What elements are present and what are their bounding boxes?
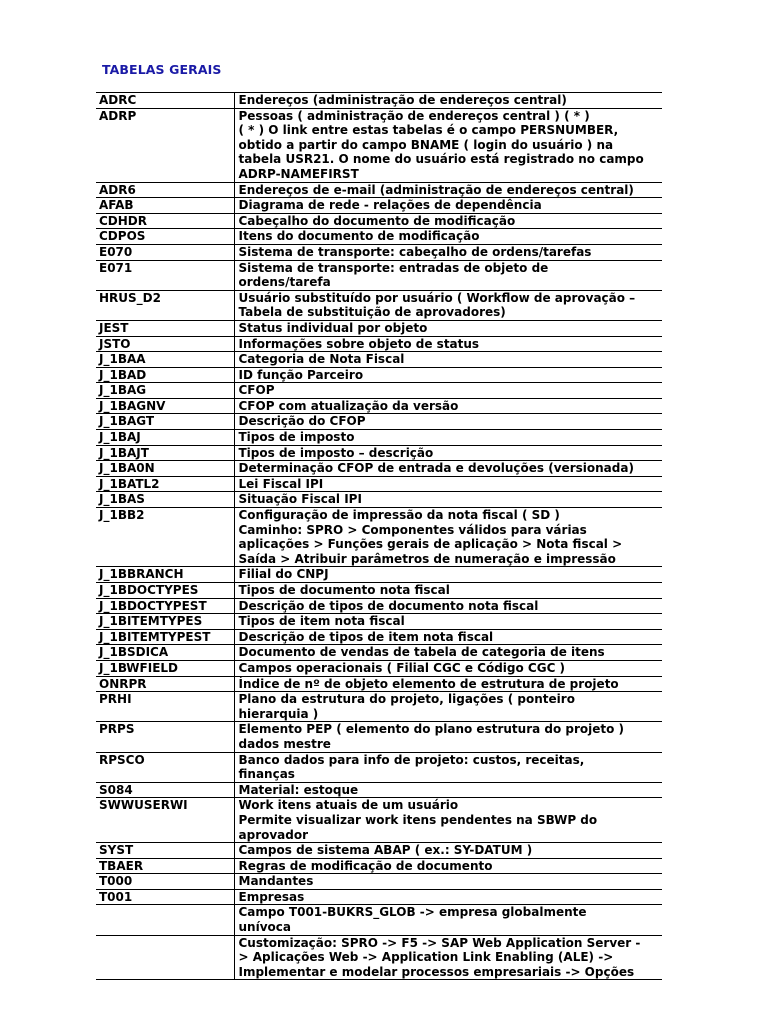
description-line: aplicações > Funções gerais de aplicação > Nota fiscal >	[238, 537, 623, 552]
table-description	[234, 629, 662, 645]
table-row	[96, 492, 662, 508]
table-description	[234, 889, 662, 905]
description-line: Work itens atuais de um usuário	[238, 798, 459, 813]
description-line: Customização: SPRO -> F5 -> SAP Web Application Server -	[238, 935, 641, 950]
description-line: Endereços de e-mail (administração de endereços central)	[238, 182, 634, 197]
description-line: Elemento PEP ( elemento do plano estrutura do projeto )	[238, 722, 625, 737]
table-code: AFAB	[96, 198, 234, 214]
description-line: Filial do CNPJ	[238, 567, 329, 582]
description-line: Descrição do CFOP	[238, 414, 366, 429]
table-row	[96, 414, 662, 430]
description-line: Tipos de item nota fiscal	[238, 614, 405, 629]
description-line: Tabela de substituição de aprovadores)	[238, 305, 506, 320]
description-line: Endereços (administração de endereços central)	[238, 93, 567, 107]
description-line: Pessoas ( administração de endereços central ) ( * )	[238, 108, 590, 123]
table-row	[96, 352, 662, 368]
table-code: J_1BAJT	[96, 445, 234, 461]
table-description	[234, 476, 662, 492]
table-code: J_1BAG	[96, 383, 234, 399]
table-description	[234, 858, 662, 874]
table-row	[96, 722, 662, 752]
description-line: Categoria de Nota Fiscal	[238, 352, 405, 367]
table-row	[96, 752, 662, 782]
table-code: J_1BBRANCH	[96, 567, 234, 583]
description-line: unívoca	[238, 920, 291, 935]
table-code: HRUS_D2	[96, 290, 234, 320]
table-code: J_1BA0N	[96, 461, 234, 477]
table-description	[234, 229, 662, 245]
description-line: Documento de vendas de tabela de categoria de itens	[238, 645, 605, 660]
table-row	[96, 583, 662, 599]
table-row	[96, 782, 662, 798]
table-code: TBAER	[96, 858, 234, 874]
description-line: finanças	[238, 767, 295, 782]
description-line: Descrição de tipos de item nota fiscal	[238, 629, 494, 644]
description-line: Campos operacionais ( Filial CGC e Código CGC )	[238, 660, 566, 675]
description-line: ordens/tarefa	[238, 275, 331, 290]
table-row	[96, 692, 662, 722]
description-line: aprovador	[238, 827, 309, 842]
description-line: ID função Parceiro	[238, 367, 364, 382]
table-row	[96, 108, 662, 182]
table-row	[96, 182, 662, 198]
table-code: T001	[96, 889, 234, 905]
description-line: tabela USR21. O nome do usuário está registrado no campo	[238, 152, 644, 167]
table-code: ONRPR	[96, 676, 234, 692]
description-line: CFOP	[238, 383, 275, 398]
description-line: Informações sobre objeto de status	[238, 336, 480, 351]
table-description	[234, 430, 662, 446]
table-code: SWWUSERWI	[96, 798, 234, 843]
table-code: ADR6	[96, 182, 234, 198]
table-description	[234, 874, 662, 890]
table-description	[234, 352, 662, 368]
table-code	[96, 935, 234, 980]
table-code: ADRC	[96, 93, 234, 109]
table-description	[234, 260, 662, 290]
table-code: J_1BAA	[96, 352, 234, 368]
description-line: Caminho: SPRO > Componentes válidos para várias	[238, 522, 587, 537]
table-row	[96, 383, 662, 399]
table-code: J_1BB2	[96, 508, 234, 567]
description-line: obtido a partir do campo BNAME ( login do usuário ) na	[238, 137, 614, 152]
table-description	[234, 782, 662, 798]
table-code: J_1BITEMTYPEST	[96, 629, 234, 645]
description-line: Plano da estrutura do projeto, ligações ( ponteiro	[238, 692, 575, 707]
table-row	[96, 935, 662, 980]
table-row	[96, 213, 662, 229]
description-line: Diagrama de rede - relações de dependência	[238, 198, 542, 213]
table-row	[96, 367, 662, 383]
table-code: PRHI	[96, 692, 234, 722]
table-code: E070	[96, 244, 234, 260]
description-line: Regras de modificação de documento	[238, 858, 493, 873]
description-line: Permite visualizar work itens pendentes na SBWP do	[238, 812, 598, 827]
table-row	[96, 476, 662, 492]
description-line: Itens do documento de modificação	[238, 229, 480, 244]
table-row	[96, 461, 662, 477]
description-line: Status individual por objeto	[238, 320, 428, 335]
table-code: E071	[96, 260, 234, 290]
description-line: Descrição de tipos de documento nota fiscal	[238, 598, 539, 613]
description-line: Implementar e modelar processos empresariais -> Opções	[238, 964, 635, 979]
description-line: Saída > Atribuir parâmetros de numeração e impressão	[238, 551, 616, 566]
table-description	[234, 108, 662, 182]
table-description	[234, 752, 662, 782]
table-description	[234, 798, 662, 843]
table-code: RPSCO	[96, 752, 234, 782]
table-code: J_1BAGNV	[96, 398, 234, 414]
table-row	[96, 398, 662, 414]
table-description	[234, 692, 662, 722]
table-row	[96, 660, 662, 676]
table-row	[96, 614, 662, 630]
table-code: S084	[96, 782, 234, 798]
table-code: JEST	[96, 320, 234, 336]
table-row	[96, 598, 662, 614]
table-description	[234, 336, 662, 352]
description-line: dados mestre	[238, 736, 331, 751]
table-description	[234, 508, 662, 567]
description-line: ( * ) O link entre estas tabelas é o campo PERSNUMBER,	[238, 123, 619, 138]
table-code: CDHDR	[96, 213, 234, 229]
table-row	[96, 320, 662, 336]
table-description	[234, 198, 662, 214]
table-code: J_1BDOCTYPEST	[96, 598, 234, 614]
table-row	[96, 798, 662, 843]
page-title: TABELAS GERAIS	[102, 62, 222, 77]
table-description	[234, 414, 662, 430]
table-description	[234, 645, 662, 661]
table-description	[234, 843, 662, 859]
table-code: J_1BAGT	[96, 414, 234, 430]
table-row	[96, 676, 662, 692]
table-description	[234, 182, 662, 198]
table-code: PRPS	[96, 722, 234, 752]
table-code: CDPOS	[96, 229, 234, 245]
table-row	[96, 198, 662, 214]
description-line: Determinação CFOP de entrada e devoluções (versionada)	[238, 461, 634, 476]
description-line: Empresas	[238, 889, 305, 904]
table-row	[96, 336, 662, 352]
description-line: Configuração de impressão da nota fiscal ( SD )	[238, 508, 560, 523]
table-description	[234, 614, 662, 630]
table-code: JSTO	[96, 336, 234, 352]
description-line: Campo T001-BUKRS_GLOB -> empresa globalmente	[238, 905, 587, 920]
description-line: Tipos de imposto	[238, 430, 355, 445]
table-description	[234, 398, 662, 414]
table-description	[234, 320, 662, 336]
table-row	[96, 905, 662, 935]
table-row	[96, 93, 662, 109]
description-line: Índice de nº de objeto elemento de estrutura de projeto	[238, 676, 619, 691]
description-line: Mandantes	[238, 874, 314, 889]
table-code: ADRP	[96, 108, 234, 182]
table-code: J_1BSDICA	[96, 645, 234, 661]
table-code: J_1BITEMTYPES	[96, 614, 234, 630]
description-line: Lei Fiscal IPI	[238, 476, 324, 491]
table-description	[234, 567, 662, 583]
table-row	[96, 843, 662, 859]
table-row	[96, 629, 662, 645]
table-code	[96, 905, 234, 935]
table-description	[234, 445, 662, 461]
table-description	[234, 935, 662, 980]
description-line: Tipos de imposto – descrição	[238, 445, 434, 460]
table-code: J_1BAS	[96, 492, 234, 508]
table-description	[234, 660, 662, 676]
table-code: J_1BDOCTYPES	[96, 583, 234, 599]
table-code: T000	[96, 874, 234, 890]
table-row	[96, 290, 662, 320]
table-row	[96, 645, 662, 661]
table-description	[234, 722, 662, 752]
table-description	[234, 598, 662, 614]
table-description	[234, 676, 662, 692]
table-code: J_1BAJ	[96, 430, 234, 446]
table-row	[96, 874, 662, 890]
tables-list	[96, 92, 662, 980]
description-line: Campos de sistema ABAP ( ex.: SY-DATUM )	[238, 843, 533, 858]
description-line: Sistema de transporte: cabeçalho de ordens/tarefas	[238, 244, 592, 259]
description-line: > Aplicações Web -> Application Link Enabling (ALE) ->	[238, 950, 614, 965]
table-row	[96, 445, 662, 461]
description-line: CFOP com atualização da versão	[238, 398, 459, 413]
table-description	[234, 367, 662, 383]
description-line: Banco dados para info de projeto: custos, receitas,	[238, 752, 585, 767]
description-line: Cabeçalho do documento de modificação	[238, 213, 516, 228]
description-line: ADRP-NAMEFIRST	[238, 166, 359, 181]
table-code: J_1BAD	[96, 367, 234, 383]
table-row	[96, 244, 662, 260]
description-line: Tipos de documento nota fiscal	[238, 583, 450, 597]
description-line: Situação Fiscal IPI	[238, 492, 362, 507]
table-code: J_1BATL2	[96, 476, 234, 492]
table-description	[234, 905, 662, 935]
table-row	[96, 567, 662, 583]
table-description	[234, 461, 662, 477]
table-row	[96, 430, 662, 446]
tables-list-body	[96, 93, 662, 980]
description-line: Usuário substituído por usuário ( Workflow de aprovação –	[238, 290, 636, 305]
table-row	[96, 229, 662, 245]
table-description	[234, 244, 662, 260]
description-line: Sistema de transporte: entradas de objeto de	[238, 260, 549, 275]
table-row	[96, 260, 662, 290]
description-line: hierarquia )	[238, 706, 319, 721]
table-row	[96, 858, 662, 874]
table-code: SYST	[96, 843, 234, 859]
table-description	[234, 213, 662, 229]
description-line: Material: estoque	[238, 782, 359, 797]
table-description	[234, 93, 662, 109]
table-description	[234, 290, 662, 320]
table-description	[234, 383, 662, 399]
table-row	[96, 889, 662, 905]
table-row	[96, 508, 662, 567]
table-description	[234, 583, 662, 599]
table-code: J_1BWFIELD	[96, 660, 234, 676]
table-description	[234, 492, 662, 508]
